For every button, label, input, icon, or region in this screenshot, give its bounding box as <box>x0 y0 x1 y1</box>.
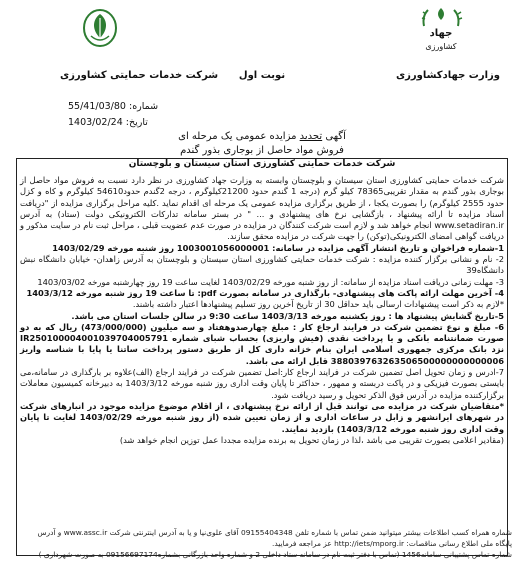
item-4: 4- آخرین مهلت ارائه پاکت های پیشنهادی- بارگذاری در سامانه بصورت pdf: تا ساعت 19 روز شنبه مورخه 1403/3/12 <box>26 287 504 298</box>
item-6: 6- مبلغ و نوع تضمین شرکت در فرایند ارجاع کار : مبلغ چهارصدوهفتاد و سه میلیون (473/000/000) ریال که به دو صورت ضمانتنامه بانکی و یا پرداخت نقدی (فیش واریزی) بحساب شبای شماره IR250100004001039704005791 نزد بانک مرکزی جمهوری اسلامی ایران بنام خزانه داری کل از طریق دستور پرداخت ساتنا یا پایا با شناسه واریز 388039763263506500000000000006 قابل ارائه می باشد. <box>20 321 504 366</box>
logo-text-top: جهاد <box>429 28 453 39</box>
letter-number <box>68 101 158 112</box>
footer-line-3: شماره تماس پشتیبانی سامانه1456 (تماس با دفتر ثبت نام در سامانه ستاد داخلی 2 و شماره واحد بازرگانی بشماره09156697174 به صورت شهرداری ) <box>38 550 512 559</box>
number-label: شماره: <box>129 101 159 112</box>
footer-line-1: شماره همراه کسب اطلاعات بیشتر میتوانید ضمن تماس با شماره تلفن 09155404348 آقای علوی‌نیا و یا به آدرس اینترنتی شرکت www.assc.ir و آدرس <box>37 528 512 537</box>
item-1: 1-شماره فراخوان و تاریخ انتشار آگهی مزایده در سامانه: 1003001056000001 روز شنبه مورخه 1403/02/29 <box>52 242 504 253</box>
footer-contact <box>12 527 512 560</box>
intro-paragraph: شرکت خدمات حمایتی کشاورزی استان سیستان و بلوچستان وابسته به وزارت جهاد کشاورزی در نظر دارد نسبت به فروش مواد حاصل از بوجاری بذور گندم به مقدار تقریبی78365 کیلو گرم (درجه 1 گندم حدود 21200کیلوگرم ، درجه 2گندم حدود54610 کیلوگرم و کاه و کزل حدود 2555 کیلوگرم) را بصورت یکجا ، از طریق برگزاری مزایده عمومی یک مرحله ای اقدام نماید .کلیه مراحل برگزاری مزایده از "دریافت اسناد مزایده تا ارائه پیشنهاد ، بازگشایی نرخ های پیشنهادی و ... " در بستر سامانه تدارکات الکترونیکی دولت (ستاد) به آدرس www.setadiran.ir انجام خواهد شد و لازم است شرکت کنندگان در مزایده در صورت عدم عضویت قبلی ، مراحل ثبت نام در سایت مذکور و دریافت گواهی امضای الکترونیکی(توکن) را جهت شرکت در مزایده محقق سازند. <box>20 175 504 242</box>
title-prefix: آگهی <box>325 131 346 142</box>
box-title: شرکت خدمات حمایتی کشاورزی استان سیستان و بلوچستان <box>128 159 396 169</box>
company-logo-icon <box>82 8 118 48</box>
item-8: *متقاضیان شرکت در مزایده می توانند قبل از ارائه نرخ پیشنهادی ، از اقلام موضوع مزایده موجود در انبارهای شرکت در شهرهای ایرانشهر و زابل در ساعات اداری و از زمان تعیین شده (از روز شنبه مورخه 1403/02/29 لغایت تا پایان وقت اداری روز شنبه مورخه 1403/3/12) بازدید نمایند. <box>20 400 504 434</box>
item-2: 2- نام و نشانی برگزار کننده مزایده : شرکت خدمات حمایتی کشاورزی استان سیستان و بلوچستان به آدرس زاهدان- خیابان دانشگاه نبش دانشگاه39 <box>20 254 504 276</box>
letter-date <box>68 117 148 128</box>
date-label: تاریخ: <box>125 117 148 128</box>
item-7: 7-ادرس و زمان تحویل اصل تضمین شرکت در فرایند ارجاع کار:اصل تضمین شرکت در فرایند ارجاع (الف)علاوه بر بارگذاری در سامانه،می بایستی بصورت فیزیکی و در پاکت دربسته و ممهور ، حداکثر تا پایان وقت اداری روز شنبه مورخه 1403/3/12 به دبیرخانه کمیسیون معاملات برگزارکننده مزایده در آدرس فوق الذکر تحویل و رسید دریافت شود. <box>20 367 504 400</box>
item-3: 3- مهلت زمانی دریافت اسناد مزایده از سامانه: از روز شنبه مورخه 1403/02/29 لغایت ساعت 19 روز چهارشنبه مورخه 1403/03/02 <box>37 276 504 287</box>
notice-title <box>0 131 524 142</box>
ministry-name: وزارت جهادکشاورزی <box>395 70 500 81</box>
item-5: 5-تاریخ گشایش پیشنهاد ها : روز یکشنبه مورخه 1403/3/13 ساعت 9:30 در سالن جلسات استان می باشد. <box>71 310 504 321</box>
notice-body <box>20 175 504 446</box>
publication-round: نوبت اول <box>238 70 286 81</box>
title-rest: مزایده عمومی یک مرحله ای <box>178 131 297 142</box>
title-renewal: تجدید <box>299 131 323 142</box>
date-value: 1403/02/24 <box>68 117 123 128</box>
item-9: (مقادیر اعلامی بصورت تقریبی می باشد ،لذا در زمان تحویل به برنده مزایده مجددا عمل توزین انجام خواهد شد) <box>119 434 504 445</box>
item-4-note: *لازم به ذکر است پیشنهادات ارسالی باید حداقل 30 از تاریخ آخرین روز تسلیم پیشنهادها اعتبار داشته باشند. <box>132 299 504 310</box>
ministry-logo-icon <box>416 6 466 54</box>
footer-line-2: پایگاه ملی اطلاع رسانی مناقصات: http://iets/mporg.ir عز مراجعه فرمایید. <box>272 539 512 548</box>
company-name: شرکت خدمات حمایتی کشاورزی <box>60 70 219 81</box>
notice-subtitle: فروش مواد حاصل از بوجاری بذور گندم <box>180 145 344 156</box>
number-value: 55/41/03/80 <box>68 101 126 112</box>
logo-text-bottom: کشاورزی <box>425 42 457 51</box>
